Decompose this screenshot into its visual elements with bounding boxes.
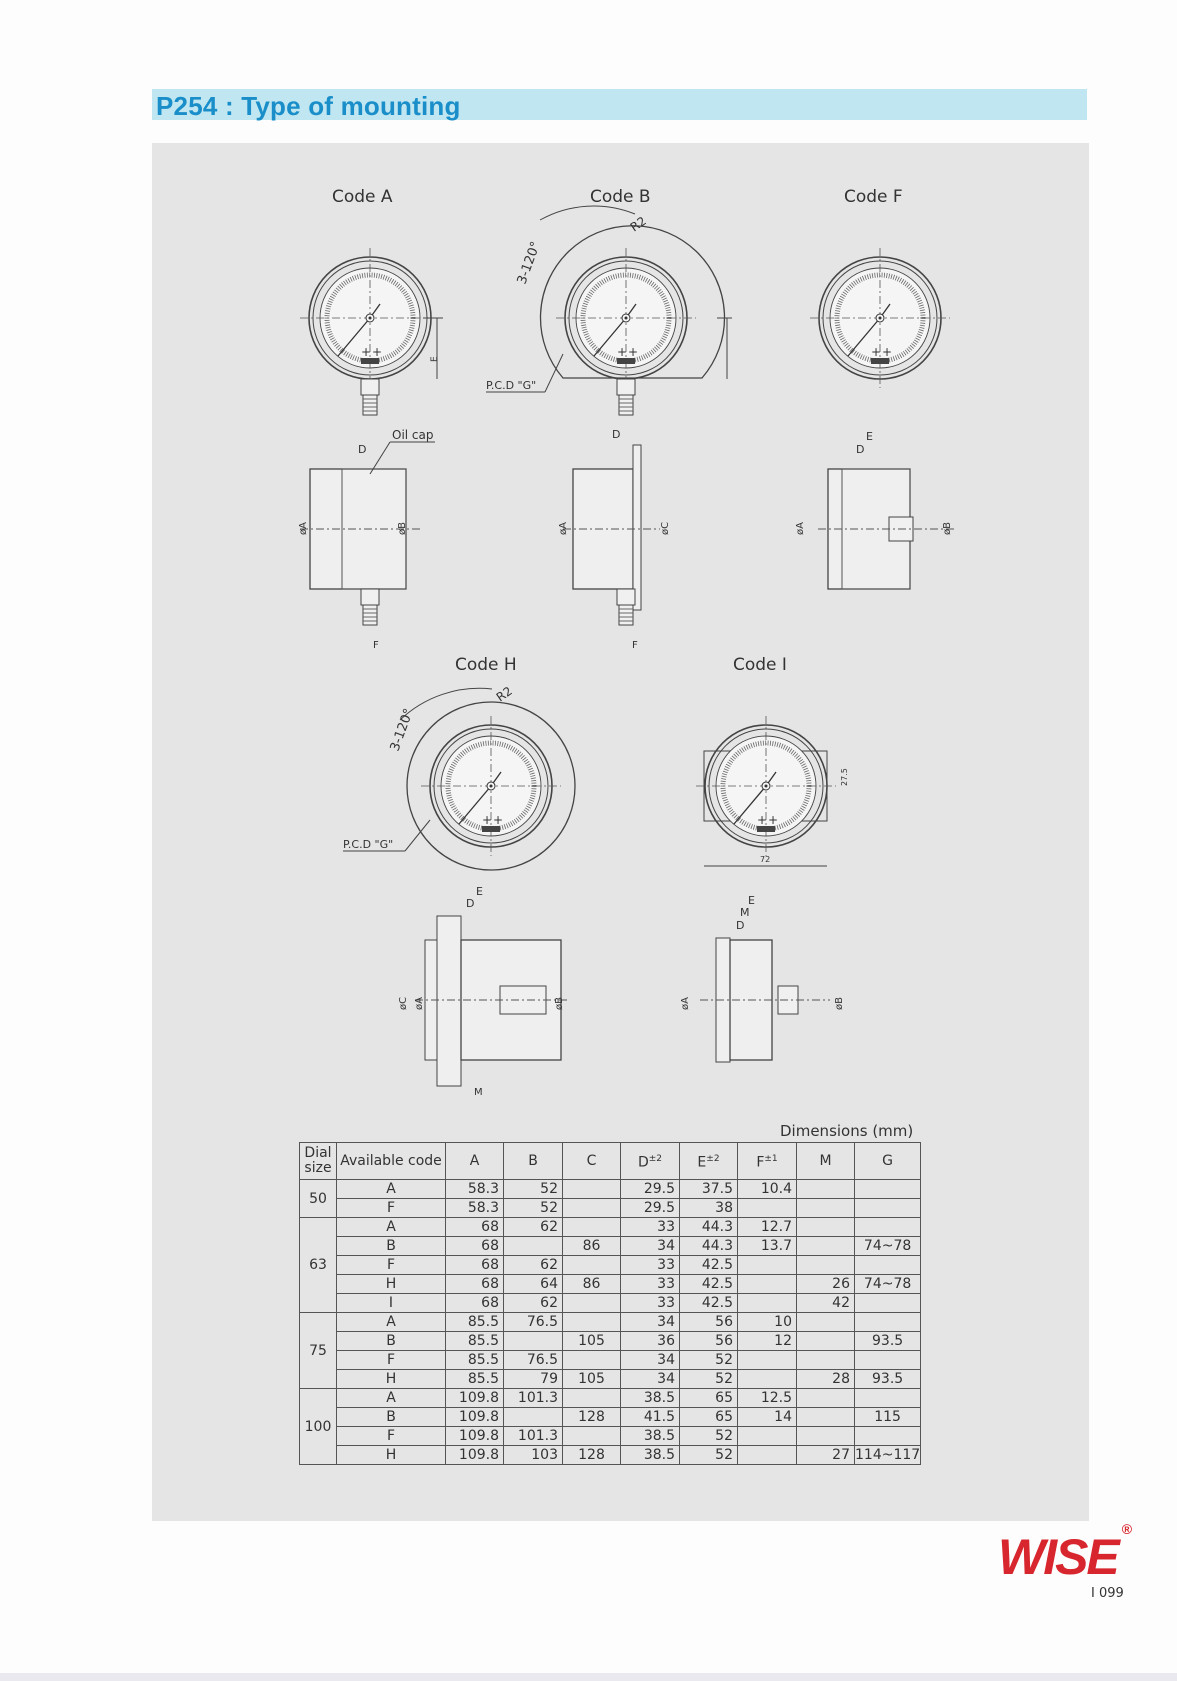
table-cell: A: [337, 1313, 446, 1332]
table-cell: 58.3: [446, 1199, 504, 1218]
code-a-front-view: [300, 248, 443, 415]
dim-a-a: øA: [298, 522, 309, 535]
col-d: $D^{\pm 2}$: [621, 1143, 680, 1180]
table-cell: [855, 1389, 921, 1408]
col-a: A: [446, 1143, 504, 1180]
code-f-label: Code F: [844, 187, 903, 207]
table-cell: 68: [446, 1275, 504, 1294]
code-h-label: Code H: [455, 655, 517, 675]
col-dial-size: Dial size: [300, 1143, 337, 1180]
col-b: B: [504, 1143, 563, 1180]
table-row: [300, 1408, 921, 1427]
table-cell: [855, 1199, 921, 1218]
dim-m-i: M: [740, 906, 750, 919]
table-cell: 38: [680, 1199, 738, 1218]
table-row: [300, 1218, 921, 1237]
dim-d-h: D: [466, 897, 475, 910]
code-i-front-view: [696, 716, 849, 866]
table-cell: 10.4: [738, 1180, 797, 1199]
table-cell: 85.5: [446, 1370, 504, 1389]
table-cell: 33: [621, 1275, 680, 1294]
table-cell: 52: [680, 1370, 738, 1389]
table-cell: [855, 1256, 921, 1275]
dimensions-table: [299, 1142, 921, 1465]
dim-e-h: E: [476, 885, 483, 898]
dim-b-a: øB: [397, 522, 408, 535]
table-cell: 79: [504, 1370, 563, 1389]
table-cell: 10: [738, 1313, 797, 1332]
angle-note-b: 3-120°: [514, 239, 544, 287]
table-cell: [797, 1313, 855, 1332]
table-cell: 33: [621, 1294, 680, 1313]
oil-cap-note: Oil cap: [392, 428, 434, 442]
dim-a-b: øA: [558, 522, 569, 535]
code-h-side-view: [398, 885, 570, 1098]
table-cell: 93.5: [855, 1370, 921, 1389]
dim-d-f: D: [856, 443, 865, 456]
code-a-label: Code A: [332, 187, 393, 207]
table-cell: [855, 1294, 921, 1313]
table-cell: 38.5: [621, 1427, 680, 1446]
table-cell: 42.5: [680, 1256, 738, 1275]
table-row: [300, 1237, 921, 1256]
table-cell: [563, 1313, 621, 1332]
code-a-side-view: [298, 428, 435, 651]
table-cell: 28: [797, 1370, 855, 1389]
table-row: [300, 1313, 921, 1332]
code-f-side-view: [795, 430, 955, 589]
dim-m-h: M: [474, 1087, 483, 1098]
table-cell: [563, 1351, 621, 1370]
table-row: [300, 1370, 921, 1389]
table-cell: [738, 1275, 797, 1294]
table-cell: 86: [563, 1275, 621, 1294]
table-cell: 52: [680, 1446, 738, 1465]
dim-f-b: F: [632, 640, 638, 651]
table-cell: 42.5: [680, 1275, 738, 1294]
table-cell: [797, 1237, 855, 1256]
table-cell: H: [337, 1275, 446, 1294]
table-cell: A: [337, 1218, 446, 1237]
table-cell: [738, 1199, 797, 1218]
table-cell: [563, 1218, 621, 1237]
table-cell: A: [337, 1180, 446, 1199]
table-row: [300, 1275, 921, 1294]
dim-27-5: 27.5: [840, 768, 849, 786]
table-cell: [504, 1237, 563, 1256]
table-cell: [797, 1218, 855, 1237]
table-cell: 36: [621, 1332, 680, 1351]
table-cell: F: [337, 1256, 446, 1275]
table-row: [300, 1351, 921, 1370]
table-row: [300, 1256, 921, 1275]
table-cell: [563, 1427, 621, 1446]
angle-note-h: 3-120°: [387, 706, 417, 754]
dim-a-f: øA: [795, 522, 806, 535]
dim-a-h: øA: [414, 997, 425, 1010]
table-cell: 29.5: [621, 1180, 680, 1199]
table-cell: [855, 1427, 921, 1446]
table-cell: B: [337, 1237, 446, 1256]
table-row: [300, 1294, 921, 1313]
dimensions-note: Dimensions (mm): [780, 1122, 914, 1140]
col-c: C: [563, 1143, 621, 1180]
table-cell: [797, 1256, 855, 1275]
table-cell: 109.8: [446, 1427, 504, 1446]
table-cell: 128: [563, 1408, 621, 1427]
table-cell: 38.5: [621, 1446, 680, 1465]
table-cell: [738, 1294, 797, 1313]
wise-logo: WISE ®: [998, 1521, 1131, 1585]
radius-note-b: R2: [627, 213, 649, 235]
table-cell: 85.5: [446, 1351, 504, 1370]
table-cell: [563, 1180, 621, 1199]
dim-f-a: F: [373, 640, 379, 651]
dim-b-h: øB: [554, 997, 565, 1010]
dim-a-i: øA: [680, 997, 691, 1010]
col-f: $F^{\pm 1}$: [738, 1143, 797, 1180]
code-h-front-view: [343, 684, 575, 870]
dim-b-i: øB: [834, 997, 845, 1010]
table-cell: 128: [563, 1446, 621, 1465]
dim-d-i: D: [736, 919, 745, 932]
table-cell: 74~78: [855, 1275, 921, 1294]
table-cell: 41.5: [621, 1408, 680, 1427]
table-cell: F: [337, 1351, 446, 1370]
dim-e-a: E: [430, 356, 440, 362]
table-cell: [855, 1351, 921, 1370]
table-cell: 58.3: [446, 1180, 504, 1199]
table-cell: 68: [446, 1218, 504, 1237]
dial-size-cell: 75: [300, 1313, 337, 1389]
table-cell: 93.5: [855, 1332, 921, 1351]
table-cell: 85.5: [446, 1313, 504, 1332]
dial-size-cell: 63: [300, 1218, 337, 1313]
table-cell: 26: [797, 1275, 855, 1294]
table-cell: I: [337, 1294, 446, 1313]
table-cell: 68: [446, 1237, 504, 1256]
table-cell: 64: [504, 1275, 563, 1294]
table-cell: 85.5: [446, 1332, 504, 1351]
code-b-front-view: [486, 206, 732, 415]
table-cell: 34: [621, 1237, 680, 1256]
table-cell: 52: [504, 1180, 563, 1199]
table-cell: 56: [680, 1313, 738, 1332]
col-e: $E^{\pm 2}$: [680, 1143, 738, 1180]
table-cell: 76.5: [504, 1313, 563, 1332]
table-cell: 103: [504, 1446, 563, 1465]
table-cell: [855, 1218, 921, 1237]
table-cell: 65: [680, 1389, 738, 1408]
dial-size-cell: 100: [300, 1389, 337, 1465]
table-cell: [855, 1313, 921, 1332]
dim-e-f: E: [866, 430, 873, 443]
table-cell: [563, 1389, 621, 1408]
code-i-side-view: [680, 894, 845, 1062]
table-cell: 109.8: [446, 1389, 504, 1408]
radius-note-h: R2: [493, 683, 515, 705]
table-row: [300, 1427, 921, 1446]
table-cell: [797, 1351, 855, 1370]
table-cell: 68: [446, 1294, 504, 1313]
table-cell: [797, 1180, 855, 1199]
table-cell: 109.8: [446, 1446, 504, 1465]
table-cell: 76.5: [504, 1351, 563, 1370]
dim-d-b: D: [612, 428, 621, 441]
table-cell: [855, 1180, 921, 1199]
table-cell: F: [337, 1427, 446, 1446]
table-cell: 52: [680, 1351, 738, 1370]
table-cell: 109.8: [446, 1408, 504, 1427]
table-cell: 114~117: [855, 1447, 921, 1463]
table-cell: [563, 1199, 621, 1218]
table-cell: 62: [504, 1218, 563, 1237]
table-cell: 12.5: [738, 1389, 797, 1408]
table-cell: 34: [621, 1313, 680, 1332]
table-cell: 52: [504, 1199, 563, 1218]
pcd-note-h: P.C.D "G": [343, 838, 394, 851]
table-cell: [797, 1389, 855, 1408]
table-cell: [797, 1332, 855, 1351]
table-header-row: [300, 1143, 921, 1180]
col-m: M: [797, 1143, 855, 1180]
table-cell: 68: [446, 1256, 504, 1275]
page-title: P254 : Type of mounting: [156, 91, 461, 121]
table-cell: 65: [680, 1408, 738, 1427]
table-cell: B: [337, 1408, 446, 1427]
table-cell: 27: [797, 1446, 855, 1465]
table-cell: 115: [855, 1408, 921, 1427]
table-row: [300, 1180, 921, 1199]
table-cell: 105: [563, 1370, 621, 1389]
table-cell: [797, 1199, 855, 1218]
table-row: [300, 1332, 921, 1351]
dim-d-a: D: [358, 443, 367, 456]
table-cell: 101.3: [504, 1389, 563, 1408]
table-cell: 44.3: [680, 1237, 738, 1256]
dim-c-b: øC: [660, 521, 671, 535]
page-number: I 099: [1091, 1586, 1124, 1601]
table-cell: 56: [680, 1332, 738, 1351]
table-cell: 62: [504, 1256, 563, 1275]
table-cell: [738, 1370, 797, 1389]
table-cell: 105: [563, 1332, 621, 1351]
table-cell: H: [337, 1446, 446, 1465]
table-cell: [738, 1351, 797, 1370]
table-cell: [797, 1408, 855, 1427]
table-cell: 62: [504, 1294, 563, 1313]
table-cell: [504, 1332, 563, 1351]
table-row: [300, 1389, 921, 1408]
table-cell: 12: [738, 1332, 797, 1351]
table-cell: [738, 1446, 797, 1465]
table-row: [300, 1199, 921, 1218]
table-cell: 37.5: [680, 1180, 738, 1199]
table-cell: [738, 1256, 797, 1275]
dim-e-i: E: [748, 894, 755, 907]
table-cell: A: [337, 1389, 446, 1408]
table-cell: 74~78: [855, 1237, 921, 1256]
dim-72: 72: [760, 855, 771, 864]
table-cell: 33: [621, 1256, 680, 1275]
pcd-note-b: P.C.D "G": [486, 379, 537, 392]
col-g: G: [855, 1143, 921, 1180]
table-cell: 13.7: [738, 1237, 797, 1256]
table-cell: 101.3: [504, 1427, 563, 1446]
table-cell: [738, 1427, 797, 1446]
dim-b-f: øB: [942, 522, 953, 535]
table-cell: 34: [621, 1370, 680, 1389]
table-cell: 12.7: [738, 1218, 797, 1237]
table-cell: 14: [738, 1408, 797, 1427]
table-cell: 44.3: [680, 1218, 738, 1237]
table-cell: 38.5: [621, 1389, 680, 1408]
code-f-front-view: [810, 248, 950, 388]
dial-size-cell: 50: [300, 1180, 337, 1218]
table-cell: 52: [680, 1427, 738, 1446]
table-cell: [504, 1408, 563, 1427]
table-cell: 29.5: [621, 1199, 680, 1218]
dim-c-h: øC: [398, 996, 409, 1010]
table-cell: 33: [621, 1218, 680, 1237]
table-cell: 42.5: [680, 1294, 738, 1313]
code-i-label: Code I: [733, 655, 787, 675]
technical-drawings: + Code A Code B Code F Code H Code I E 3-120° R2 P.C.D "G" D Oil cap øA øB F D øA øC F D E øA øB 3-120° R2 P.C.D "G" 72 27.5 E D øC øA øB M E M D øA øB: [2, 27, 953, 1098]
table-cell: [797, 1427, 855, 1446]
table-row: [300, 1446, 921, 1465]
code-b-side-view: [558, 428, 671, 651]
table-cell: F: [337, 1199, 446, 1218]
table-cell: 86: [563, 1237, 621, 1256]
bottom-strip: [0, 1673, 1177, 1681]
table-cell: 34: [621, 1351, 680, 1370]
table-cell: [563, 1256, 621, 1275]
table-cell: 42: [797, 1294, 855, 1313]
table-cell: B: [337, 1332, 446, 1351]
table-cell: [563, 1294, 621, 1313]
code-b-label: Code B: [590, 187, 651, 207]
table-cell: H: [337, 1370, 446, 1389]
col-available-code: Available code: [337, 1143, 446, 1180]
